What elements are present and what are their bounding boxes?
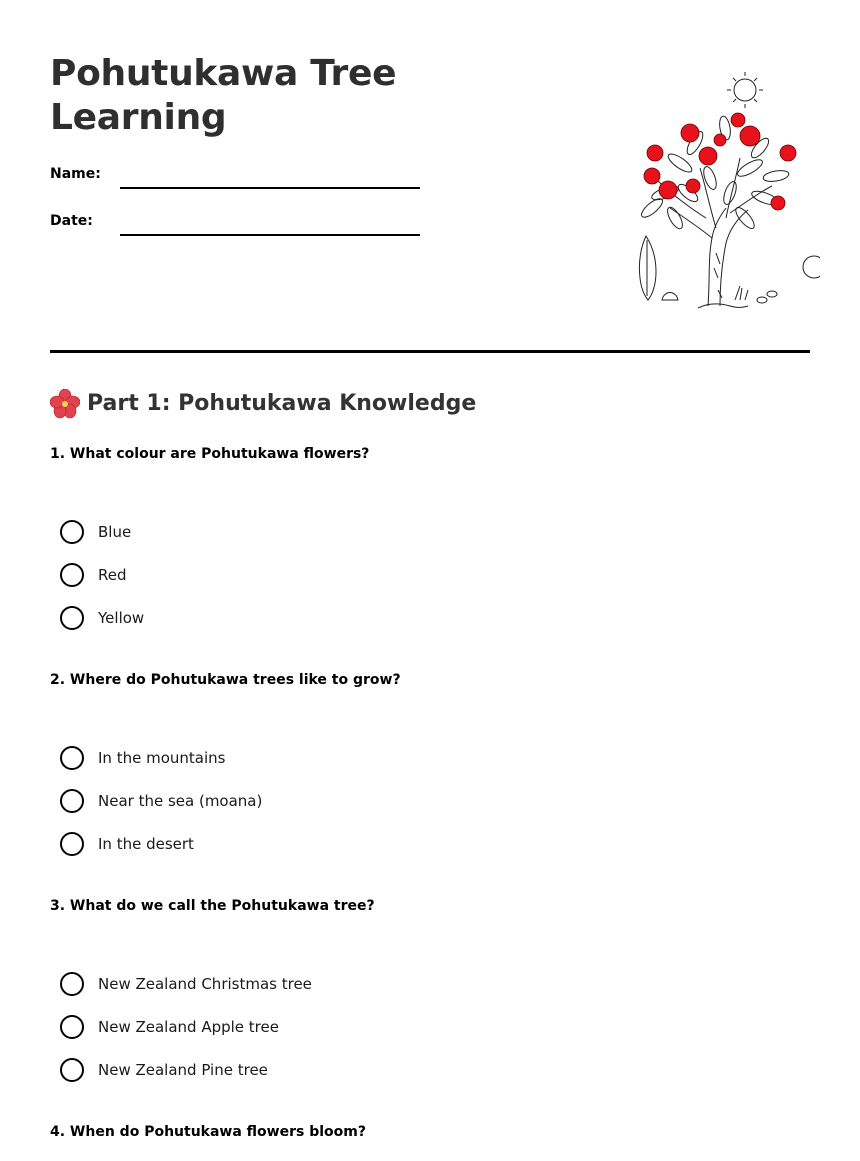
answer-option[interactable] <box>50 596 810 639</box>
sun-icon <box>803 256 820 278</box>
radio-button[interactable] <box>60 1015 84 1039</box>
answer-option[interactable] <box>50 553 810 596</box>
page-title: Pohutukawa Tree Learning <box>50 53 397 138</box>
radio-button[interactable] <box>60 1058 84 1082</box>
question-text: 4. When do Pohutukawa flowers bloom? <box>50 1124 366 1140</box>
answer-option[interactable] <box>50 1048 810 1091</box>
date-field[interactable] <box>120 234 420 236</box>
answer-option[interactable] <box>50 822 810 865</box>
radio-button[interactable] <box>60 520 84 544</box>
header-divider <box>50 350 810 353</box>
section-heading <box>50 389 476 419</box>
answer-label: Near the sea (moana) <box>98 791 263 810</box>
answer-label: New Zealand Christmas tree <box>98 974 312 993</box>
hibiscus-icon <box>50 389 80 419</box>
answer-option[interactable] <box>50 779 810 822</box>
radio-button[interactable] <box>60 606 84 630</box>
answer-options <box>50 510 810 639</box>
answer-option[interactable] <box>50 736 810 779</box>
answer-label: Blue <box>98 522 132 541</box>
question-text: 3. What do we call the Pohutukawa tree? <box>50 898 375 914</box>
radio-button[interactable] <box>60 563 84 587</box>
radio-button[interactable] <box>60 746 84 770</box>
answer-option[interactable] <box>50 1005 810 1048</box>
question-text: 1. What colour are Pohutukawa flowers? <box>50 446 370 462</box>
question-3 <box>50 896 810 1091</box>
answer-label: In the mountains <box>98 748 226 767</box>
answer-option[interactable] <box>50 962 810 1005</box>
worksheet-page <box>50 0 810 1161</box>
answer-label: Yellow <box>98 608 145 627</box>
answer-label: In the desert <box>98 834 194 853</box>
radio-button[interactable] <box>60 789 84 813</box>
question-2 <box>50 670 810 865</box>
answer-label: Red <box>98 565 127 584</box>
section-title: Part 1: Pohutukawa Knowledge <box>87 391 477 416</box>
answer-option[interactable] <box>50 510 810 553</box>
name-label: Name: <box>50 166 101 182</box>
answer-options <box>50 962 810 1091</box>
question-text: 2. Where do Pohutukawa trees like to grow? <box>50 672 401 688</box>
pohutukawa-tree-illustration <box>580 68 820 318</box>
radio-button[interactable] <box>60 972 84 996</box>
answer-label: New Zealand Pine tree <box>98 1060 268 1079</box>
radio-button[interactable] <box>60 832 84 856</box>
question-1 <box>50 444 810 639</box>
question-4 <box>50 1122 810 1142</box>
name-field[interactable] <box>120 187 420 189</box>
date-label: Date: <box>50 213 93 229</box>
answer-options <box>50 736 810 865</box>
sun-icon <box>727 72 763 108</box>
answer-label: New Zealand Apple tree <box>98 1017 279 1036</box>
